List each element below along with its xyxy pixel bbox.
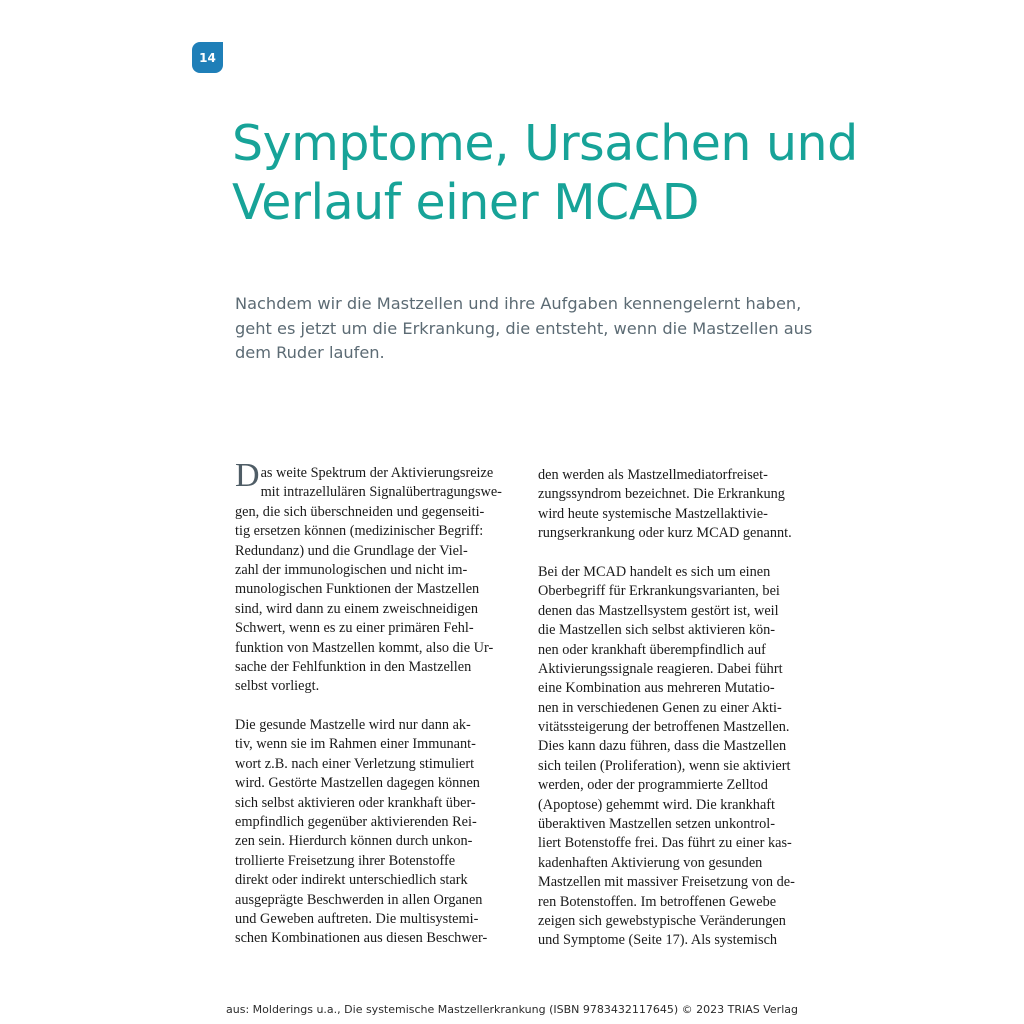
body-line: (Apoptose) gehemmt wird. Die krankhaft	[538, 796, 776, 813]
body-line: mit intrazellulären Signalübertragungswe-	[260, 484, 502, 501]
body-line: zahl der immunologischen und nicht im-	[235, 561, 468, 578]
body-line: selbst vorliegt.	[235, 678, 320, 695]
body-line: Schwert, wenn es zu einer primären Fehl-	[235, 620, 474, 637]
body-line: funktion von Mastzellen kommt, also die Ur-	[235, 639, 494, 656]
body-line: die Mastzellen sich selbst aktivieren kön-	[538, 622, 776, 639]
right-paragraph-2	[538, 563, 828, 951]
body-line: Oberbegriff für Erkrankungsvarianten, bei	[538, 583, 780, 600]
left-paragraph-2	[235, 716, 525, 949]
body-line: Mastzellen mit massiver Freisetzung von de-	[538, 874, 795, 891]
lead-paragraph	[235, 292, 815, 366]
body-line: Dies kann dazu führen, dass die Mastzellen	[538, 738, 787, 755]
body-line: liert Botenstoffe frei. Das führt zu einer kas-	[538, 835, 792, 852]
body-line: gen, die sich überschneiden und gegenseiti-	[235, 503, 485, 520]
body-line: schen Kombinationen aus diesen Beschwer-	[235, 930, 488, 947]
body-line: werden, oder der programmierte Zelltod	[538, 777, 768, 794]
page-number-badge	[192, 42, 223, 73]
body-line: und Geweben auftreten. Die multisystemi-	[235, 910, 479, 927]
chapter-title-line: Symptome, Ursachen und	[232, 115, 858, 172]
body-line: wird. Gestörte Mastzellen dagegen können	[235, 775, 480, 792]
body-line: wort z.B. nach einer Verletzung stimuliert	[235, 755, 475, 772]
body-line: ren Botenstoffen. Im betroffenen Gewebe	[538, 893, 777, 910]
body-line: kadenhaften Aktivierung von gesunden	[538, 854, 763, 871]
body-line: wird heute systemische Mastzellaktivie-	[538, 505, 768, 522]
body-column-left	[235, 457, 525, 949]
body-line: zungssyndrom bezeichnet. Die Erkrankung	[538, 486, 785, 503]
body-line: vitätssteigerung der betroffenen Mastzellen.	[538, 719, 790, 736]
body-line: zen sein. Hierdurch können durch unkon-	[235, 833, 473, 850]
body-line: Aktivierungssignale reagieren. Dabei führt	[538, 660, 783, 677]
body-line: nen in verschiedenen Genen zu einer Akti-	[538, 699, 782, 716]
body-line: Bei der MCAD handelt es sich um einen	[538, 563, 771, 580]
right-paragraph-1	[538, 466, 828, 544]
page-number: 14	[199, 50, 216, 65]
body-line: direkt oder indirekt unterschiedlich stark	[235, 872, 468, 889]
body-line: sache der Fehlfunktion in den Mastzellen	[235, 658, 472, 675]
body-line: überaktiven Mastzellen setzen unkontrol-	[538, 816, 776, 833]
source-footer: aus: Molderings u.a., Die systemische Mastzellerkrankung (ISBN 9783432117645) © 2023 TRIAS Verlag	[226, 1003, 798, 1016]
body-line: Die gesunde Mastzelle wird nur dann ak-	[235, 717, 471, 734]
opening-lines	[235, 457, 525, 503]
drop-cap: D	[235, 457, 260, 494]
chapter-title-line: Verlauf einer MCAD	[232, 174, 699, 231]
lead-line: geht es jetzt um die Erkrankung, die entsteht, wenn die Mastzellen aus	[235, 318, 813, 338]
body-line: rungserkrankung oder kurz MCAD genannt.	[538, 525, 792, 542]
lead-line: dem Ruder laufen.	[235, 343, 385, 362]
body-line: tiv, wenn sie im Rahmen einer Immunant-	[235, 736, 476, 753]
body-line: tig ersetzen können (medizinischer Begriff:	[235, 523, 484, 540]
left-paragraph-1	[235, 503, 525, 697]
lead-line: Nachdem wir die Mastzellen und ihre Aufgaben kennengelernt haben,	[235, 294, 802, 313]
body-line: Redundanz) und die Grundlage der Viel-	[235, 542, 468, 559]
body-line: trollierte Freisetzung ihrer Botenstoffe	[235, 852, 456, 869]
body-line: ausgeprägte Beschwerden in allen Organen	[235, 891, 483, 908]
body-line: nen oder krankhaft überempfindlich auf	[538, 641, 766, 658]
body-line: und Symptome (Seite 17). Als systemisch	[538, 932, 778, 949]
body-line: zeigen sich gewebstypische Veränderungen	[538, 912, 786, 929]
body-column-right	[538, 466, 828, 951]
body-line: den werden als Mastzellmediatorfreiset-	[538, 467, 768, 483]
body-line: sich teilen (Proliferation), wenn sie aktiviert	[538, 757, 791, 774]
body-line: sind, wird dann zu einem zweischneidigen	[235, 600, 478, 617]
body-line: eine Kombination aus mehreren Mutatio-	[538, 680, 775, 697]
body-line: empfindlich gegenüber aktivierenden Rei-	[235, 814, 477, 831]
chapter-title	[232, 114, 872, 232]
body-line: sich selbst aktivieren oder krankhaft über-	[235, 794, 476, 811]
body-line: denen das Mastzellsystem gestört ist, weil	[538, 602, 779, 619]
body-line: munologischen Funktionen der Mastzellen	[235, 581, 480, 598]
body-line: as weite Spektrum der Aktivierungsreize	[260, 465, 494, 481]
